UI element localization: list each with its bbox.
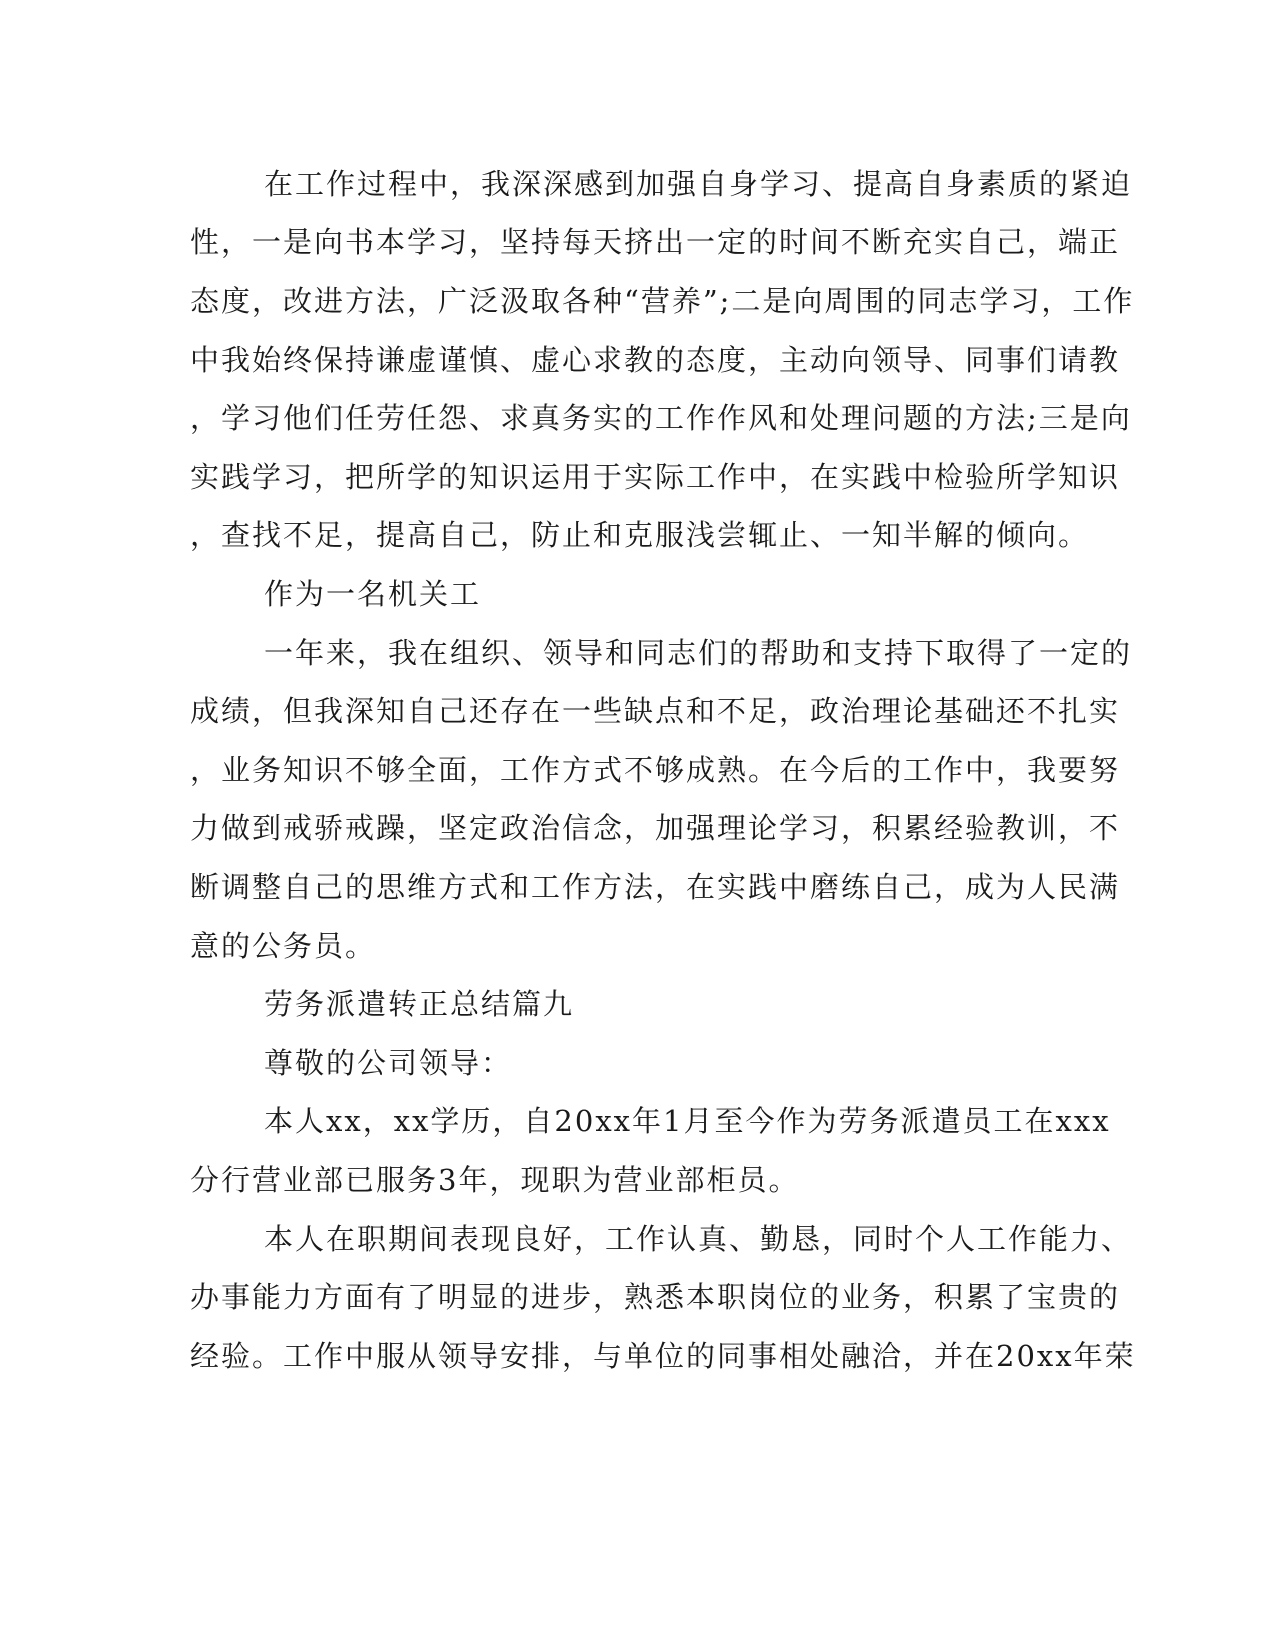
- section-title: 劳务派遣转正总结篇九: [264, 987, 575, 1021]
- paragraph-line: 经验。工作中服从领导安排，与单位的同事相处融洽，并在20xx年荣: [190, 1339, 1136, 1373]
- paragraph-line: 一年来，我在组织、领导和同志们的帮助和支持下取得了一定的: [264, 636, 1133, 670]
- paragraph-line: 性，一是向书本学习，坚持每天挤出一定的时间不断充实自己，端正: [190, 225, 1121, 259]
- paragraph-line: 断调整自己的思维方式和工作方法，在实践中磨练自己，成为人民满: [190, 870, 1121, 904]
- paragraph-line: 办事能力方面有了明显的进步，熟悉本职岗位的业务，积累了宝贵的: [190, 1280, 1121, 1314]
- paragraph-line: 意的公务员。: [190, 929, 377, 963]
- paragraph-line: ，业务知识不够全面，工作方式不够成熟。在今后的工作中，我要努: [190, 753, 1121, 787]
- paragraph-line: 成绩，但我深知自己还存在一些缺点和不足，政治理论基础还不扎实: [190, 694, 1121, 728]
- paragraph-line: 力做到戒骄戒躁，坚定政治信念，加强理论学习，积累经验教训，不: [190, 811, 1121, 845]
- paragraph-line: 分行营业部已服务3年，现职为营业部柜员。: [190, 1163, 800, 1197]
- paragraph-line: 本人在职期间表现良好，工作认真、勤恳，同时个人工作能力、: [264, 1222, 1133, 1256]
- paragraph-line: 实践学习，把所学的知识运用于实际工作中，在实践中检验所学知识: [190, 460, 1121, 494]
- paragraph-line: ，学习他们任劳任怨、求真务实的工作作风和处理问题的方法;三是向: [190, 401, 1132, 435]
- paragraph-line: ，查找不足，提高自己，防止和克服浅尝辄止、一知半解的倾向。: [190, 518, 1090, 552]
- section-heading: 作为一名机关工: [264, 577, 482, 611]
- paragraph-line: 态度，改进方法，广泛汲取各种“营养”;二是向周围的同志学习，工作: [190, 284, 1135, 318]
- paragraph-line: 中我始终保持谦虚谨慎、虚心求教的态度，主动向领导、同事们请教: [190, 343, 1121, 377]
- paragraph-line: 本人xx，xx学历，自20xx年1月至今作为劳务派遣员工在xxx: [264, 1104, 1111, 1138]
- paragraph-line: 在工作过程中，我深深感到加强自身学习、提高自身素质的紧迫: [264, 167, 1133, 201]
- salutation: 尊敬的公司领导：: [264, 1046, 513, 1080]
